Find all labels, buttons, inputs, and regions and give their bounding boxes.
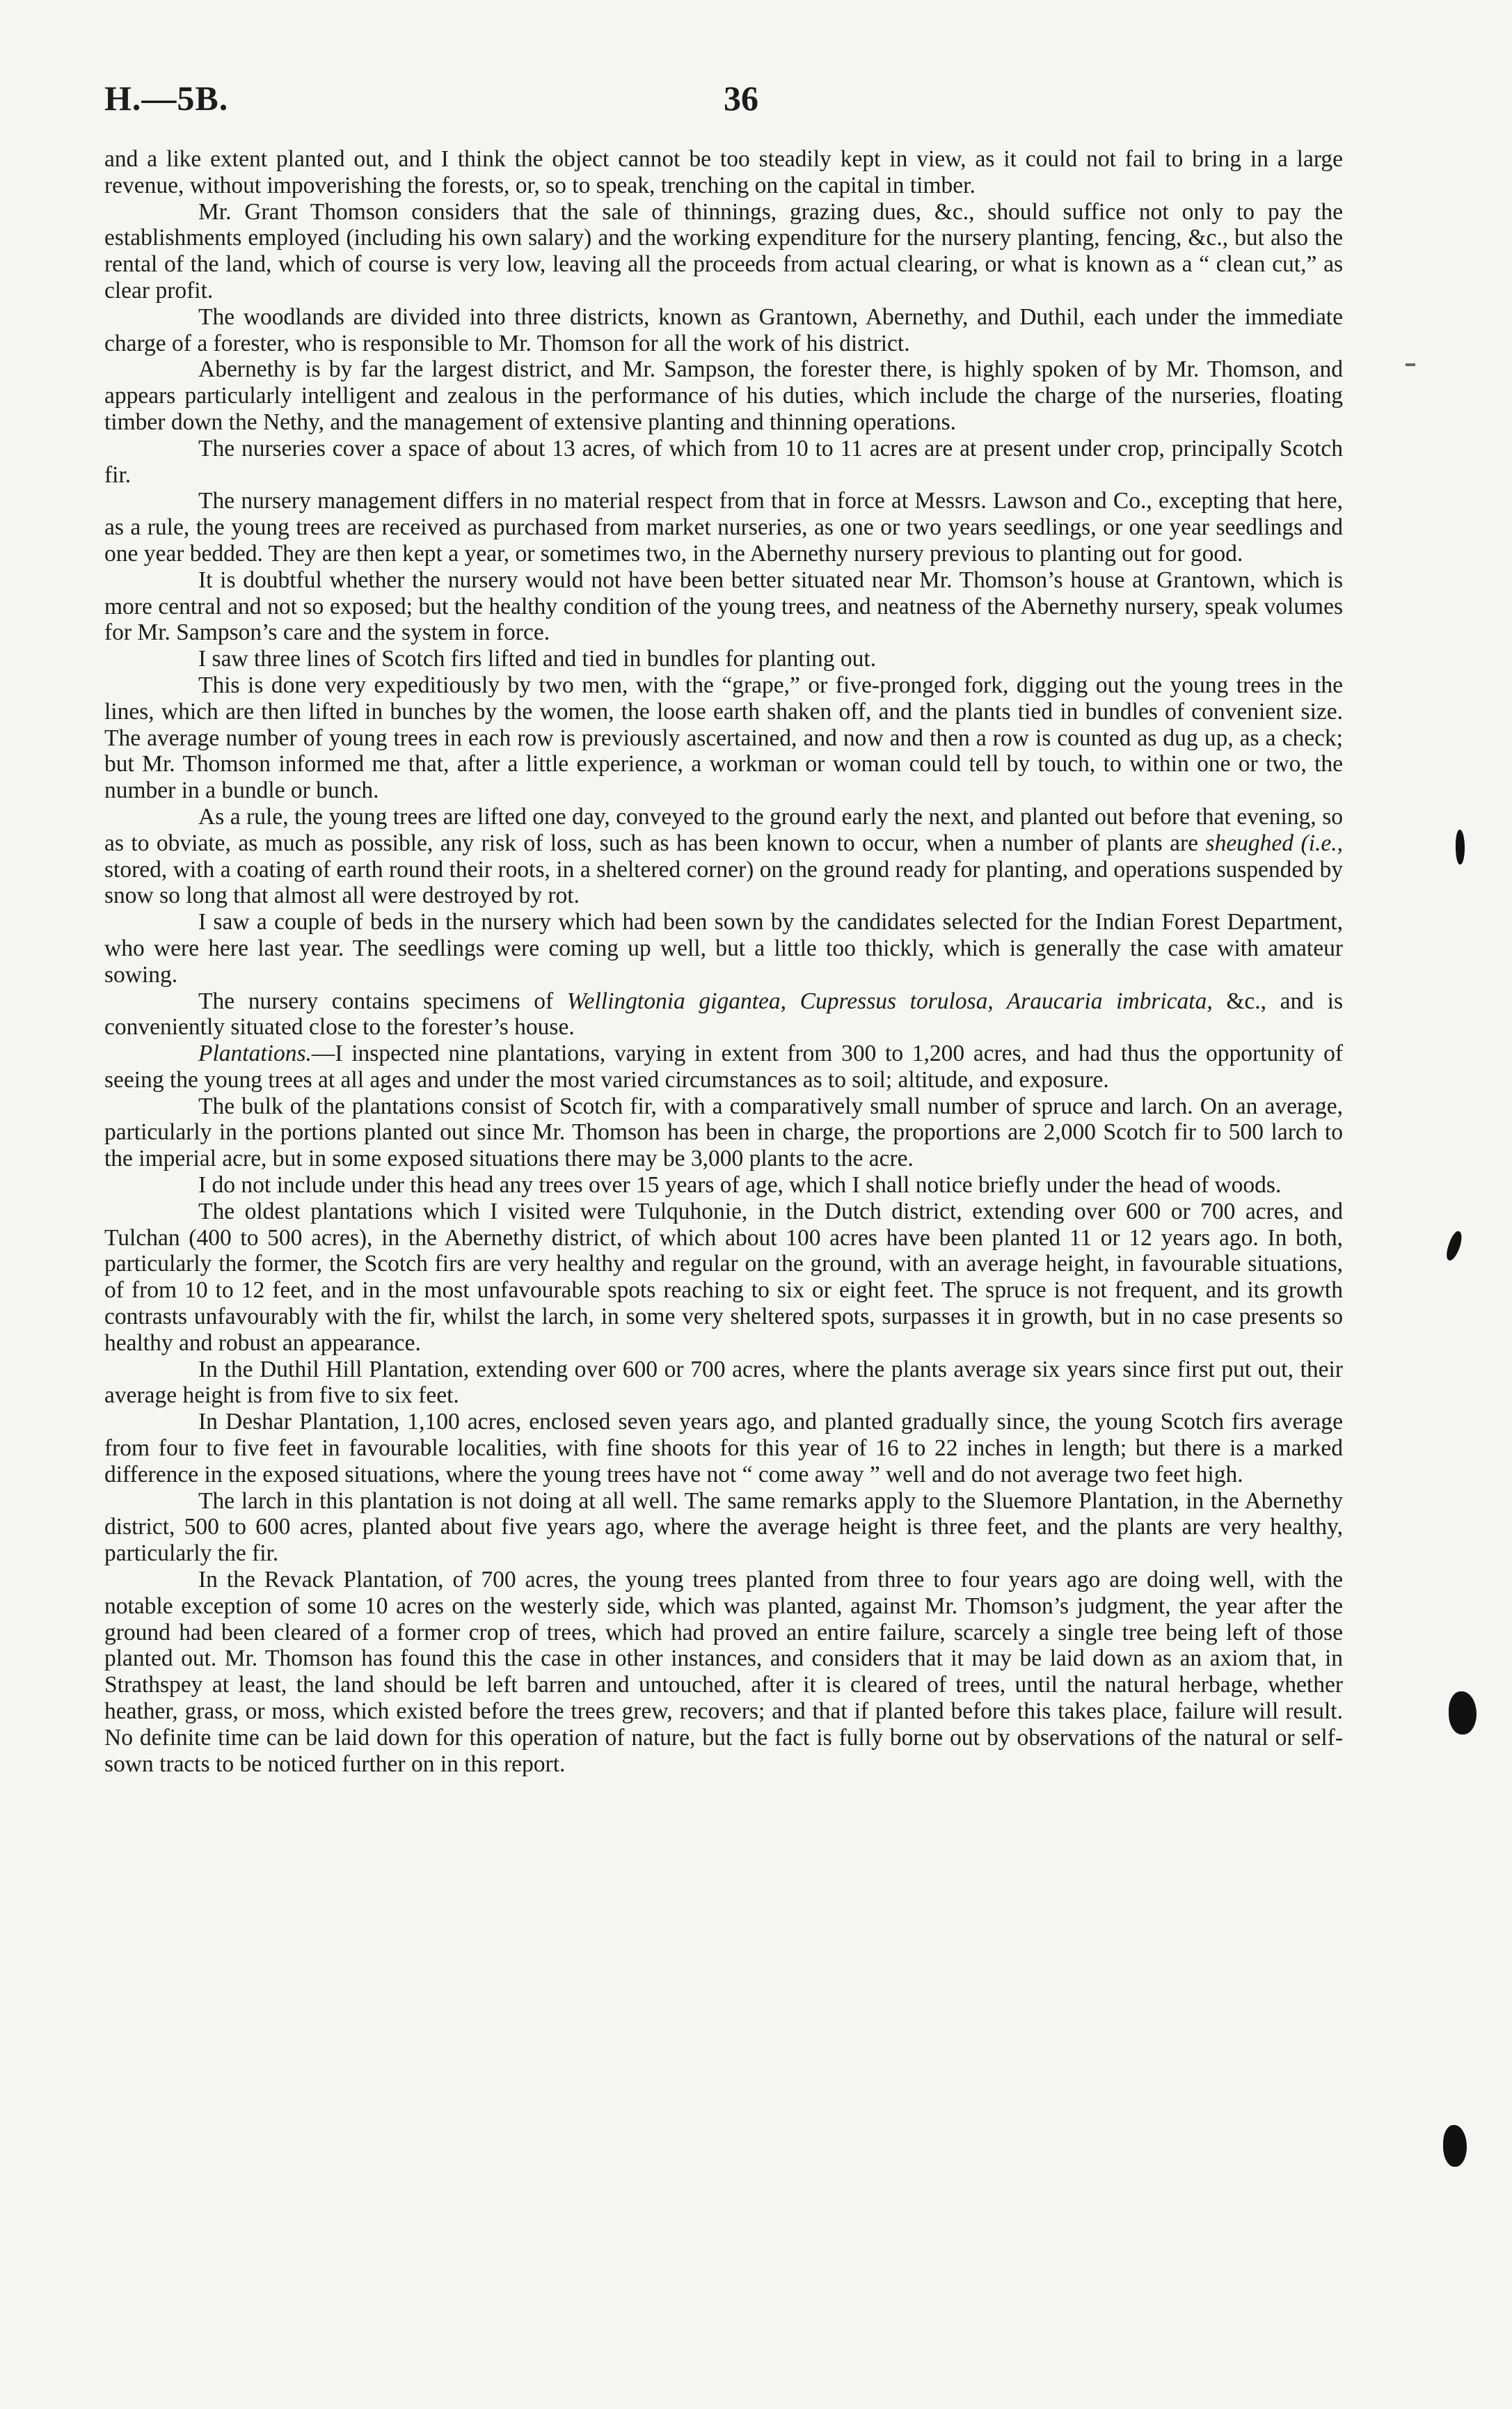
paragraph <box>104 146 1343 199</box>
paragraph <box>104 909 1343 988</box>
italic-text: sheughed (i.e., <box>1205 830 1343 856</box>
paragraph-text: The oldest plantations which I visited were Tulquhonie, in the Dutch district, extending over 600 or 700 acres, and Tulchan (400 to 500 acres), in the Abernethy district, of which about 100 acres have been planted 11 or 12 years ago. In both, particularly the former, the Scotch firs are very healthy and regular on the ground, with an average height, in favourable situations, of from 10 to 12 feet, and in the most unfavourable spots reaching to six or eight feet. The spruce is not frequent, and its growth contrasts unfavourably with the fir, whilst the larch, in some very sheltered spots, surpasses it in growth, but in no case presents so healthy and robust an appearance. <box>104 1198 1343 1356</box>
paragraph <box>104 1199 1343 1357</box>
margin-ink-blot <box>1449 1691 1477 1735</box>
body-text <box>104 146 1343 1777</box>
paragraph-text: This is done very expeditiously by two men, with the “grape,” or five-pronged fork, digging out the young trees in the lines, which are then lifted in bunches by the women, the loose earth shaken off, and the plants tied in bundles of convenient size. The average number of young trees in each row is previously ascertained, and now and then a row is counted as dug up, as a check; but Mr. Thomson informed me that, after a little experience, a workman or woman could tell by touch, to within one or two, the number in a bundle or bunch. <box>104 672 1343 804</box>
paragraph-text: In the Duthil Hill Plantation, extending over 600 or 700 acres, where the plants average six years since first put out, their average height is from five to six feet. <box>104 1356 1343 1409</box>
paragraph-text: The nursery contains specimens of <box>198 988 567 1014</box>
margin-pencil-mark <box>1406 363 1415 366</box>
paragraph-text: —I inspected nine plantations, varying in extent from 300 to 1,200 acres, and had thus the opportunity of seeing the young trees at all ages and under the most varied circumstances as to soil; altitude, and exposure. <box>104 1041 1343 1093</box>
paragraph-text: and a like extent planted out, and I think the object cannot be too steadily kept in view, as it could not fail to bring in a large revenue, without impoverishing the forests, or, so to speak, trenching on the capital in timber. <box>104 146 1343 198</box>
italic-text: Plantations. <box>198 1041 312 1067</box>
paragraph <box>104 1093 1343 1172</box>
document-reference: H.—5B. <box>104 79 229 118</box>
paragraph-text: The nurseries cover a space of about 13 acres, of which from 10 to 11 acres are at present under crop, principally Scotch fir. <box>104 435 1343 488</box>
paragraph-text: I do not include under this head any trees over 15 years of age, which I shall notice briefly under the head of woods. <box>198 1172 1282 1199</box>
paragraph-text: The nursery management differs in no material respect from that in force at Messrs. Lawson and Co., excepting that here, as a rule, the young trees are received as purchased from market nurseries, as one or two years seedlings, or one year seedlings and one year bedded. They are then kept a year, or sometimes two, in the Abernethy nursery previous to planting out for good. <box>104 488 1343 567</box>
paragraph-text: Mr. Grant Thomson considers that the sale of thinnings, grazing dues, &c., should suffice not only to pay the establishments employed (including his own salary) and the working expenditure for the nursery planting, fencing, &c., but also the rental of the land, which of course is very low, leaving all the proceeds from actual clearing, or what is known as a “ clean cut,” as clear profit. <box>104 198 1343 303</box>
paragraph-text: The bulk of the plantations consist of Scotch fir, with a comparatively small number of spruce and larch. On an average, particularly in the portions planted out since Mr. Thomson has been in charge, the proportions are 2,000 Scotch fir to 500 larch to the imperial acre, but in some exposed situations there may be 3,000 plants to the acre. <box>104 1093 1343 1172</box>
page-header <box>104 78 1329 127</box>
paragraph-text: I saw a couple of beds in the nursery which had been sown by the candidates selected for the Indian Forest Department, who were here last year. The seedlings were coming up well, but a little too thickly, which is generally the case with amateur sowing. <box>104 909 1343 988</box>
paragraph <box>104 304 1343 357</box>
paragraph <box>104 672 1343 804</box>
paragraph <box>104 988 1343 1041</box>
paragraph-text: Abernethy is by far the largest district, and Mr. Sampson, the forester there, is highly spoken of by Mr. Thomson, and appears particularly intelligent and zealous in the performance of his duties, which include the charge of the nurseries, floating timber down the Nethy, and the management of extensive planting and thinning operations. <box>104 356 1343 435</box>
paragraph <box>104 356 1343 435</box>
paragraph <box>104 1172 1343 1199</box>
margin-ink-blot <box>1444 1230 1465 1263</box>
paragraph-text: stored, with a coating of earth round their roots, in a sheltered corner) on the ground ready for planting, and operations suspended by snow so long that almost all were destroyed by rot. <box>104 856 1343 909</box>
paragraph <box>104 1567 1343 1777</box>
paragraph-text: I saw three lines of Scotch firs lifted and tied in bundles for planting out. <box>198 646 877 672</box>
paragraph <box>104 1409 1343 1487</box>
paragraph-text: In Deshar Plantation, 1,100 acres, enclosed seven years ago, and planted gradually since, the young Scotch firs average from four to five feet in favourable localities, with fine shoots for this year of 16 to 22 inches in length; but there is a marked difference in the exposed situations, where the young trees have not “ come away ” well and do not average two feet high. <box>104 1409 1343 1487</box>
paragraph-text: The woodlands are divided into three districts, known as Grantown, Abernethy, and Duthil, each under the immediate charge of a forester, who is responsible to Mr. Thomson for all the work of his district. <box>104 303 1343 356</box>
paragraph-text: &c., and is conveniently situated close to the forester’s house. <box>104 988 1344 1041</box>
paragraph-text: In the Revack Plantation, of 700 acres, the young trees planted from three to four years ago are doing well, with the notable exception of some 10 acres on the westerly side, which was planted, against Mr. Thomson’s judgment, the year after the ground had been cleared of a former crop of trees, which had proved an entire failure, scarcely a single tree being left of those planted out. Mr. Thomson has found this the case in other instances, and considers that it may be laid down as an axiom that, in Strathspey at least, the land should be left barren and untouched, after it is cleared of trees, until the natural herbage, whether heather, grass, or moss, which existed before the trees grew, recovers; and that if planted before this takes place, failure will result. No definite time can be laid down for this operation of nature, but the fact is fully borne out by observations of the natural or self-sown tracts to be noticed further on in this report. <box>104 1567 1343 1777</box>
paragraph <box>104 436 1343 489</box>
paragraph <box>104 1357 1343 1409</box>
paragraph <box>104 1488 1343 1567</box>
paragraph <box>104 199 1343 304</box>
paragraph <box>104 488 1343 567</box>
paragraph-text: As a rule, the young trees are lifted one day, conveyed to the ground early the next, and planted out before that evening, so as to obviate, as much as possible, any risk of loss, such as has been known to occur, when a number of plants are <box>104 803 1343 856</box>
margin-ink-blot <box>1456 830 1465 864</box>
margin-ink-blot <box>1443 2125 1467 2167</box>
paragraph-text: It is doubtful whether the nursery would not have been better situated near Mr. Thomson’s house at Grantown, which is more central and not so exposed; but the healthy condition of the young trees, and neatness of the Abernethy nursery, speak volumes for Mr. Sampson’s care and the system in force. <box>104 567 1343 646</box>
italic-text: Wellingtonia gigantea, Cupressus torulosa, Araucaria imbricata, <box>566 988 1213 1014</box>
paragraph-text: The larch in this plantation is not doing at all well. The same remarks apply to the Sluemore Plantation, in the Abernethy district, 500 to 600 acres, planted about five years ago, where the average height is three feet, and the plants are very healthy, particularly the fir. <box>104 1487 1343 1567</box>
paragraph <box>104 567 1343 646</box>
page-number: 36 <box>724 79 758 118</box>
paragraph <box>104 1041 1343 1093</box>
paragraph <box>104 804 1343 909</box>
paragraph <box>104 646 1343 672</box>
